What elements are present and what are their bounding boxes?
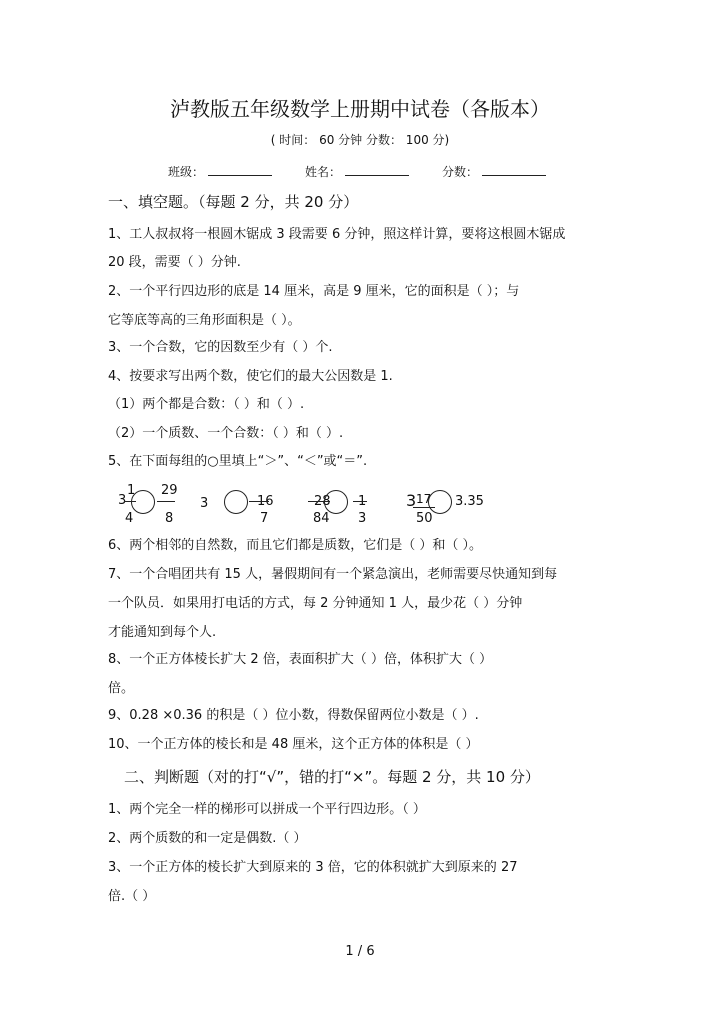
question-line: 7、一个合唱团共有 15 人，暑假期间有一个紧急演出，老师需要尽快通知到每 [108, 567, 558, 582]
name-blank [345, 163, 409, 176]
whole-number: 3 [406, 491, 417, 510]
denominator: 84 [313, 511, 330, 526]
question-line: 4、按要求写出两个数，使它们的最大公因数是 1. [108, 369, 393, 384]
question-line: 8、一个正方体棱长扩大 2 倍，表面积扩大（ ）倍，体积扩大（ ） [108, 652, 493, 667]
denominator: 3 [358, 511, 367, 526]
whole-number: 3 [118, 493, 127, 508]
fraction-bar [249, 501, 269, 502]
section1-heading: 一、填空题。（每题 2 分，共 20 分） [108, 193, 359, 211]
question-line: （2）一个质数、一个合数：（ ）和（ ）. [108, 426, 344, 441]
answer-circle[interactable] [428, 490, 452, 514]
whole-number: 3 [200, 496, 209, 511]
class-blank [208, 163, 272, 176]
question-line: 它等底等高的三角形面积是（ ）。 [108, 313, 301, 328]
score-blank [482, 163, 546, 176]
question-line: 倍.（ ） [108, 889, 156, 904]
question-line: 5、在下面每组的○里填上“＞”、“＜”或“＝”. [108, 454, 368, 469]
fraction-bar [157, 501, 175, 502]
exam-title: 泸教版五年级数学上册期中试卷（各版本） [170, 97, 550, 121]
denominator: 8 [165, 511, 174, 526]
fraction-bar [353, 501, 367, 502]
page-number: 1 / 6 [345, 944, 375, 959]
numerator: 29 [161, 483, 178, 498]
score-field [442, 163, 546, 180]
class-label: 班级： [168, 165, 205, 179]
section2-heading: 二、判断题（对的打“√”，错的打“×”。每题 2 分，共 10 分） [124, 768, 540, 786]
question-line: 一个队员．如果用打电话的方式，每 2 分钟通知 1 人，最少花（ ）分钟 [108, 596, 523, 611]
question-line: 3、一个合数，它的因数至少有（ ）个. [108, 340, 333, 355]
question-line: 3、一个正方体的棱长扩大到原来的 3 倍，它的体积就扩大到原来的 27 [108, 860, 518, 875]
answer-circle[interactable] [324, 490, 348, 514]
question-line: （1）两个都是合数：（ ）和（ ）. [108, 397, 305, 412]
numerator: 28 [314, 494, 331, 509]
question-line: 倍。 [108, 681, 135, 696]
question-line: 才能通知到每个人. [108, 625, 217, 640]
question-line: 2、一个平行四边形的底是 14 厘米，高是 9 厘米，它的面积是（ ）；与 [108, 284, 520, 299]
numerator: 17 [416, 492, 432, 506]
question-line: 6、两个相邻的自然数，而且它们都是质数，它们是（ ）和（ ）。 [108, 538, 483, 553]
answer-circle[interactable] [131, 490, 155, 514]
question-line: 20 段，需要（ ）分钟. [108, 255, 241, 270]
question-line: 9、0.28 ×0.36 的积是（ ）位小数，得数保留两位小数是（ ）. [108, 708, 479, 723]
class-field [168, 163, 272, 180]
question-line: 10、一个正方体的棱长和是 48 厘米，这个正方体的体积是（ ） [108, 737, 479, 752]
numerator: 1 [358, 494, 367, 509]
exam-subtitle: ( 时间： 60 分钟 分数： 100 分) [270, 133, 450, 147]
denominator: 4 [125, 511, 134, 526]
answer-circle[interactable] [224, 490, 248, 514]
question-line: 2、两个质数的和一定是偶数.（ ） [108, 831, 307, 846]
question-line: 1、工人叔叔将一根圆木锯成 3 段需要 6 分钟，照这样计算，要将这根圆木锯成 [108, 227, 566, 242]
name-label: 姓名： [305, 165, 342, 179]
question-line: 1、两个完全一样的梯形可以拼成一个平行四边形。（ ） [108, 802, 426, 817]
score-label: 分数： [442, 165, 479, 179]
denominator: 7 [260, 511, 269, 526]
numerator: 16 [257, 494, 274, 509]
name-field [305, 163, 409, 180]
numerator: 1 [127, 483, 136, 498]
denominator: 50 [416, 511, 433, 526]
decimal-value: 3.35 [455, 494, 484, 509]
